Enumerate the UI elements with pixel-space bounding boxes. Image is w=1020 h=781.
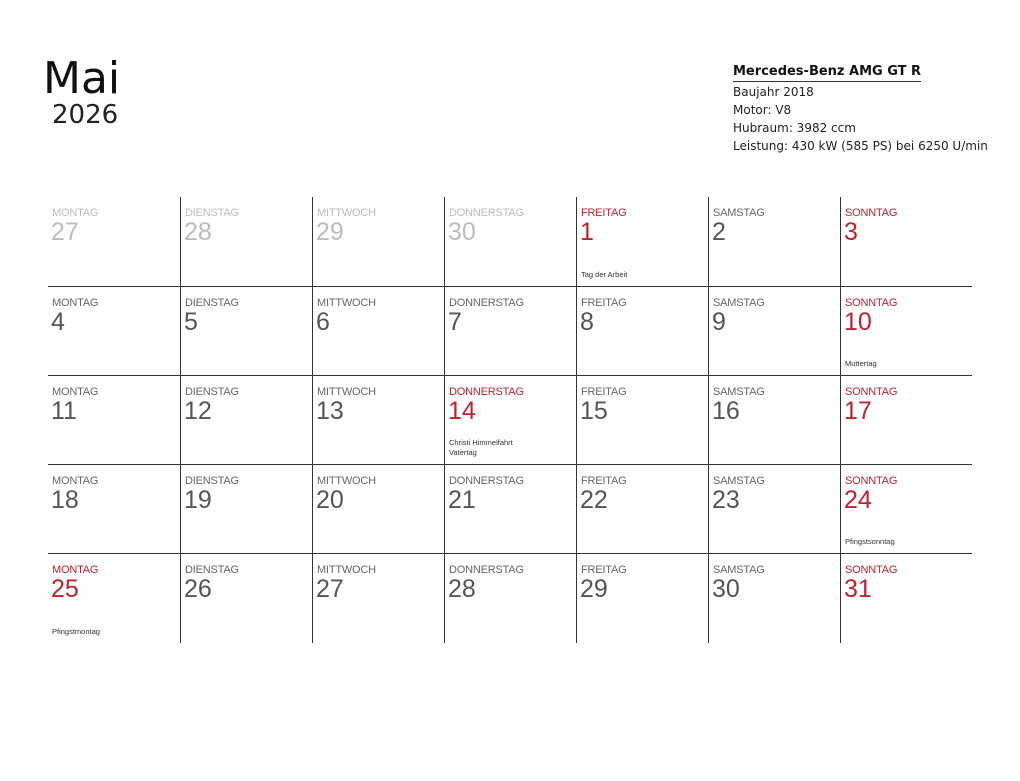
day-number: 29 (316, 218, 344, 246)
calendar-week (48, 287, 972, 376)
weekday-label: DONNERSTAG (449, 297, 524, 309)
calendar-day-cell (312, 465, 444, 553)
weekday-label: MITTWOCH (317, 386, 376, 398)
weekday-label: SAMSTAG (713, 207, 765, 219)
calendar-day-cell (840, 376, 972, 464)
weekday-label: MITTWOCH (317, 297, 376, 309)
weekday-label: DONNERSTAG (449, 386, 524, 398)
holiday-note (52, 627, 100, 637)
calendar-day-cell (48, 465, 180, 553)
holiday-note-line: Tag der Arbeit (581, 270, 628, 279)
day-number: 28 (448, 575, 476, 603)
car-info (733, 60, 1003, 155)
calendar-day-cell (312, 554, 444, 643)
weekday-label: FREITAG (581, 297, 627, 309)
calendar-day-cell (576, 287, 708, 375)
calendar-day-cell (840, 287, 972, 375)
weekday-label: DONNERSTAG (449, 207, 524, 219)
calendar-day-cell (840, 465, 972, 553)
calendar-day-cell (180, 465, 312, 553)
weekday-label: SONNTAG (845, 386, 898, 398)
day-number: 25 (51, 575, 79, 603)
weekday-label: SAMSTAG (713, 386, 765, 398)
car-displacement: Hubraum: 3982 ccm (733, 121, 856, 135)
weekday-label: MITTWOCH (317, 207, 376, 219)
calendar-day-cell (444, 197, 576, 286)
day-number: 6 (316, 308, 330, 336)
day-number: 2 (712, 218, 726, 246)
day-number: 27 (51, 218, 79, 246)
calendar-day-cell (48, 287, 180, 375)
weekday-label: MONTAG (52, 475, 99, 487)
day-number: 14 (448, 397, 476, 425)
calendar-day-cell (576, 197, 708, 286)
calendar-week (48, 554, 972, 643)
day-number: 12 (184, 397, 212, 425)
calendar-day-cell (708, 376, 840, 464)
holiday-note-line: Vatertag (449, 448, 477, 457)
day-number: 3 (844, 218, 858, 246)
calendar-day-cell (444, 554, 576, 643)
calendar-day-cell (708, 287, 840, 375)
day-number: 30 (448, 218, 476, 246)
day-number: 31 (844, 575, 872, 603)
day-number: 28 (184, 218, 212, 246)
calendar-day-cell (576, 554, 708, 643)
weekday-label: MITTWOCH (317, 564, 376, 576)
holiday-note (845, 537, 895, 547)
weekday-label: FREITAG (581, 207, 627, 219)
calendar-day-cell (180, 554, 312, 643)
calendar-day-cell (48, 376, 180, 464)
day-number: 18 (51, 486, 79, 514)
weekday-label: DIENSTAG (185, 386, 239, 398)
day-number: 27 (316, 575, 344, 603)
weekday-label: DONNERSTAG (449, 475, 524, 487)
day-number: 29 (580, 575, 608, 603)
car-build-year: Baujahr 2018 (733, 85, 814, 99)
day-number: 5 (184, 308, 198, 336)
weekday-label: FREITAG (581, 564, 627, 576)
weekday-label: FREITAG (581, 475, 627, 487)
weekday-label: SONNTAG (845, 297, 898, 309)
car-power: Leistung: 430 kW (585 PS) bei 6250 U/min (733, 139, 988, 153)
weekday-label: DIENSTAG (185, 207, 239, 219)
weekday-label: DIENSTAG (185, 564, 239, 576)
weekday-label: MONTAG (52, 564, 99, 576)
holiday-note (581, 270, 627, 280)
day-number: 16 (712, 397, 740, 425)
calendar-week (48, 376, 972, 465)
day-number: 8 (580, 308, 594, 336)
weekday-label: SAMSTAG (713, 475, 765, 487)
weekday-label: SONNTAG (845, 564, 898, 576)
year-title: 2026 (52, 100, 119, 130)
holiday-note (845, 359, 877, 369)
calendar-week (48, 197, 972, 287)
calendar-day-cell (48, 554, 180, 643)
holiday-note-line: Christi Himmelfahrt (449, 438, 513, 447)
car-name: Mercedes-Benz AMG GT R (733, 63, 921, 82)
weekday-label: SONNTAG (845, 207, 898, 219)
day-number: 7 (448, 308, 462, 336)
calendar-day-cell (48, 197, 180, 286)
calendar-day-cell (576, 465, 708, 553)
weekday-label: SAMSTAG (713, 297, 765, 309)
weekday-label: FREITAG (581, 386, 627, 398)
car-engine: Motor: V8 (733, 103, 792, 117)
day-number: 17 (844, 397, 872, 425)
calendar-day-cell (840, 197, 972, 286)
weekday-label: MONTAG (52, 207, 99, 219)
calendar-day-cell (576, 376, 708, 464)
day-number: 11 (51, 397, 77, 425)
weekday-label: MONTAG (52, 297, 99, 309)
day-number: 21 (448, 486, 476, 514)
month-title: Mai (43, 53, 121, 104)
day-number: 24 (844, 486, 872, 514)
day-number: 22 (580, 486, 608, 514)
calendar-grid (48, 197, 972, 644)
day-number: 30 (712, 575, 740, 603)
holiday-note-line: Pfingstmontag (52, 627, 100, 636)
weekday-label: MITTWOCH (317, 475, 376, 487)
weekday-label: DIENSTAG (185, 475, 239, 487)
day-number: 9 (712, 308, 726, 336)
calendar-week (48, 465, 972, 554)
holiday-note-line: Muttertag (845, 359, 877, 368)
calendar-day-cell (444, 287, 576, 375)
calendar-day-cell (312, 376, 444, 464)
holiday-note-line: Pfingstsonntag (845, 537, 895, 546)
day-number: 4 (51, 308, 65, 336)
calendar-day-cell (444, 465, 576, 553)
day-number: 15 (580, 397, 608, 425)
weekday-label: DONNERSTAG (449, 564, 524, 576)
day-number: 1 (580, 218, 594, 246)
weekday-label: DIENSTAG (185, 297, 239, 309)
day-number: 26 (184, 575, 212, 603)
calendar-day-cell (708, 554, 840, 643)
calendar-day-cell (840, 554, 972, 643)
calendar-day-cell (708, 197, 840, 286)
day-number: 23 (712, 486, 740, 514)
weekday-label: SONNTAG (845, 475, 898, 487)
day-number: 10 (844, 308, 872, 336)
weekday-label: MONTAG (52, 386, 99, 398)
calendar-day-cell (312, 197, 444, 286)
calendar-day-cell (180, 376, 312, 464)
weekday-label: SAMSTAG (713, 564, 765, 576)
holiday-note (449, 438, 513, 458)
calendar-day-cell (180, 197, 312, 286)
calendar-day-cell (708, 465, 840, 553)
day-number: 13 (316, 397, 344, 425)
day-number: 19 (184, 486, 212, 514)
calendar-day-cell (312, 287, 444, 375)
calendar-day-cell (444, 376, 576, 464)
day-number: 20 (316, 486, 344, 514)
calendar-day-cell (180, 287, 312, 375)
